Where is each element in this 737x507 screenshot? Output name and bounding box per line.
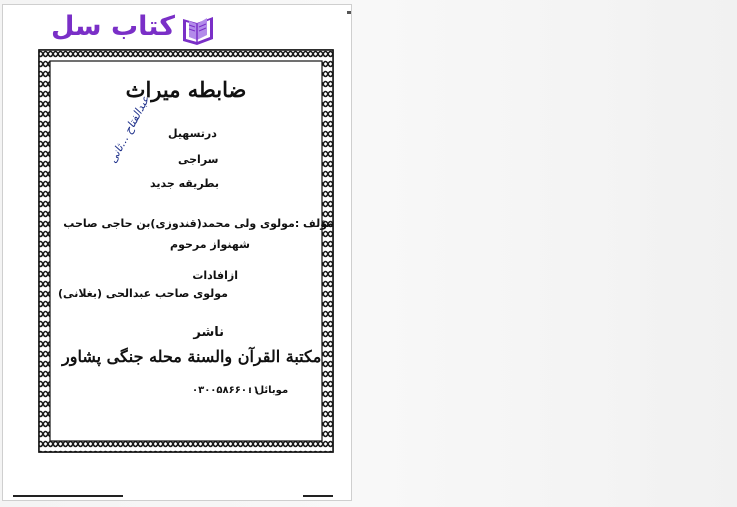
benefits-name: مولوی صاحب عبدالحی (بغلانی) bbox=[58, 287, 228, 300]
document-title: ضابطه میراث bbox=[125, 77, 247, 102]
book-icon bbox=[179, 13, 217, 47]
page-content bbox=[38, 49, 334, 453]
scan-line-mark bbox=[303, 495, 333, 497]
author-line-2: شهنواز مرحوم bbox=[170, 238, 250, 251]
site-logo[interactable] bbox=[50, 11, 217, 51]
benefits-label: ازافادات bbox=[192, 269, 238, 282]
logo-text: کتاب سل bbox=[50, 11, 175, 42]
subtitle-line-1: درتسهیل bbox=[168, 127, 217, 140]
author-line-1: مؤلف :مولوی ولی محمد(قندوزی)بن حاجی صاحب bbox=[63, 217, 334, 230]
mobile-label: موبائل : bbox=[248, 385, 289, 396]
handwritten-note: عبدالفتاح ...ثانی bbox=[106, 93, 153, 166]
mobile-number: ۰۳۰۰۵۸۶۶۰۰۱ bbox=[192, 385, 260, 396]
subtitle-line-2: سراجی bbox=[178, 153, 219, 166]
publisher-name: مکتبة القرآن والسنة محله جنگی پشاور bbox=[62, 347, 322, 366]
page-edge-mark bbox=[347, 11, 352, 14]
publisher-label: ناشر bbox=[193, 325, 224, 340]
document-page bbox=[2, 4, 352, 501]
scan-line-mark bbox=[13, 495, 123, 497]
subtitle-line-3: بطریقه جدید bbox=[150, 177, 220, 190]
